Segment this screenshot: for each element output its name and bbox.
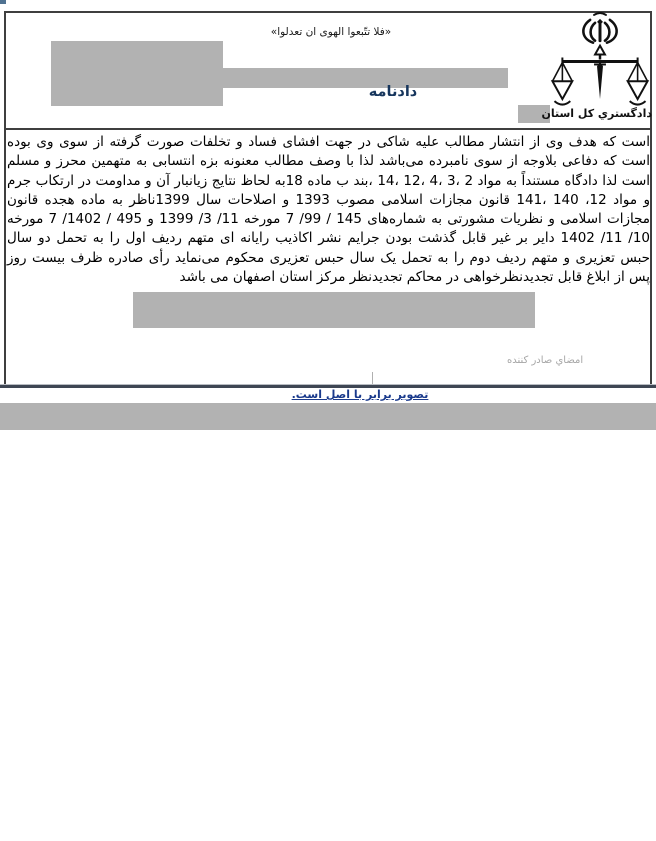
verdict-body-text: است که هدف وی از انتشار مطالب علیه شاکی در جهت افشای فساد و تخلفات صورت گرفته از سوی وی بوده است که دفاعی بلاوجه از سوی نامبرده می‌باشد لذا با وصف مطالب معنونه بزه انتسابی به متهمین محرز و مسلم است لذا دادگاه مستنداً به مواد 2 ،3 ،4 ،12 ،14 ،بند ب ماده 18به لحاظ نتایج زیانبار آن و مداومت در ارتکاب جرم و مواد 12، 140 ،141 قانون مجازات اسلامی مصوب 1393 و اصلاحات سال 1399ناظر به ماده هجده قانون مجازات اسلامی و نظریات مشورتی به شماره‌های 145 / 99/ 7 مورخه 11/ 3/ 1399 و 495 / 1402/ 7 مورخه 10/ 11/ 1402 دایر بر غیر قابل گذشت بودن جرایم نشر اکاذیب رایانه ای متهم ردیف اول را به تحمل دو سال حبس تعزیری و متهم ردیف دوم را به تحمل یک سال حبس تعزیری محکوم می‌نماید رأی صادره ظرف بیست روز پس از ابلاغ قابل تجدیدنظرخواهی در محاکم تجدیدنظر مرکز استان اصفهان می باشد [7,134,651,286]
judiciary-scales-emblem-icon [548,10,652,109]
document-title: دادنامه [368,84,418,100]
redaction-footer-bar [0,403,656,430]
redaction-header-left [51,41,223,106]
signature-label: امضاي صادر کننده [507,355,584,366]
quran-motto: «فلا تتّبعوا الهوی ان تعدلوا» [270,26,392,38]
header-divider [4,128,652,130]
redaction-issuer-names [133,292,535,328]
scan-artifact [0,0,6,4]
certified-copy-note: تصویر برابر با اصل است. [291,388,429,401]
judiciary-label: دادگستري کل استان [541,107,652,120]
